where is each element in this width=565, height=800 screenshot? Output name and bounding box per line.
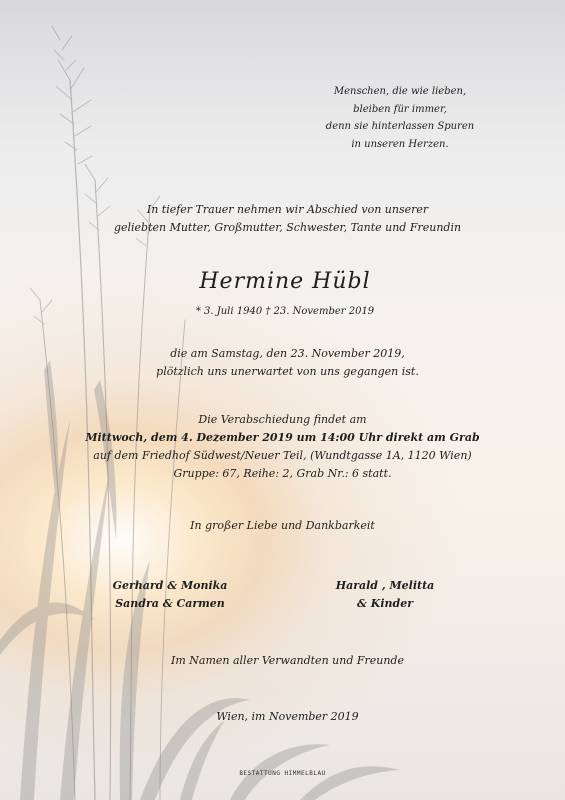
poem bbox=[300, 83, 500, 153]
intro-line-2: geliebten Mutter, Großmutter, Schwester, Tante und Freundin bbox=[113, 221, 462, 234]
closing-line: In großer Liebe und Dankbarkeit bbox=[190, 519, 375, 532]
funeral-home-footer: BESTATTUNG HIMMELBLAU bbox=[239, 770, 326, 777]
place-date: Wien, im November 2019 bbox=[216, 710, 359, 723]
farewell-location: auf dem Friedhof Südwest/Neuer Teil, (Wundtgasse 1A, 1120 Wien) bbox=[93, 449, 472, 462]
family-left-line-1: Gerhard & Monika bbox=[112, 579, 228, 592]
intro-text bbox=[5, 201, 565, 237]
family-right-line-1: Harald , Melitta bbox=[335, 579, 435, 592]
life-dates: * 3. Juli 1940 † 23. November 2019 bbox=[195, 306, 375, 317]
farewell-intro: Die Verabschiedung findet am bbox=[198, 413, 367, 426]
farewell-details bbox=[0, 411, 565, 483]
death-notice-line-1: die am Samstag, den 23. November 2019, bbox=[170, 347, 405, 360]
grave-details: Gruppe: 67, Reihe: 2, Grab Nr.: 6 statt. bbox=[173, 467, 392, 480]
intro-line-1: In tiefer Trauer nehmen wir Abschied von unserer bbox=[146, 203, 429, 216]
family-group-left bbox=[80, 577, 260, 613]
poem-line-4: in unseren Herzen. bbox=[351, 138, 449, 150]
farewell-datetime: Mittwoch, dem 4. Dezember 2019 um 14:00 Uhr direkt am Grab bbox=[85, 431, 480, 444]
relatives-line: Im Namen aller Verwandten und Freunde bbox=[171, 654, 404, 667]
family-left-line-2: Sandra & Carmen bbox=[115, 597, 225, 610]
death-notice bbox=[5, 345, 565, 381]
poem-line-3: denn sie hinterlassen Spuren bbox=[325, 121, 475, 132]
death-notice-line-2: plötzlich uns unerwartet von uns gegangen ist. bbox=[156, 365, 419, 378]
poem-line-1: Menschen, die wie lieben, bbox=[333, 86, 467, 97]
poem-line-2: bleiben für immer, bbox=[353, 103, 447, 115]
family-right-line-2: & Kinder bbox=[357, 597, 413, 610]
family-group-right bbox=[295, 577, 475, 613]
deceased-name: Hermine Hübl bbox=[199, 269, 371, 294]
